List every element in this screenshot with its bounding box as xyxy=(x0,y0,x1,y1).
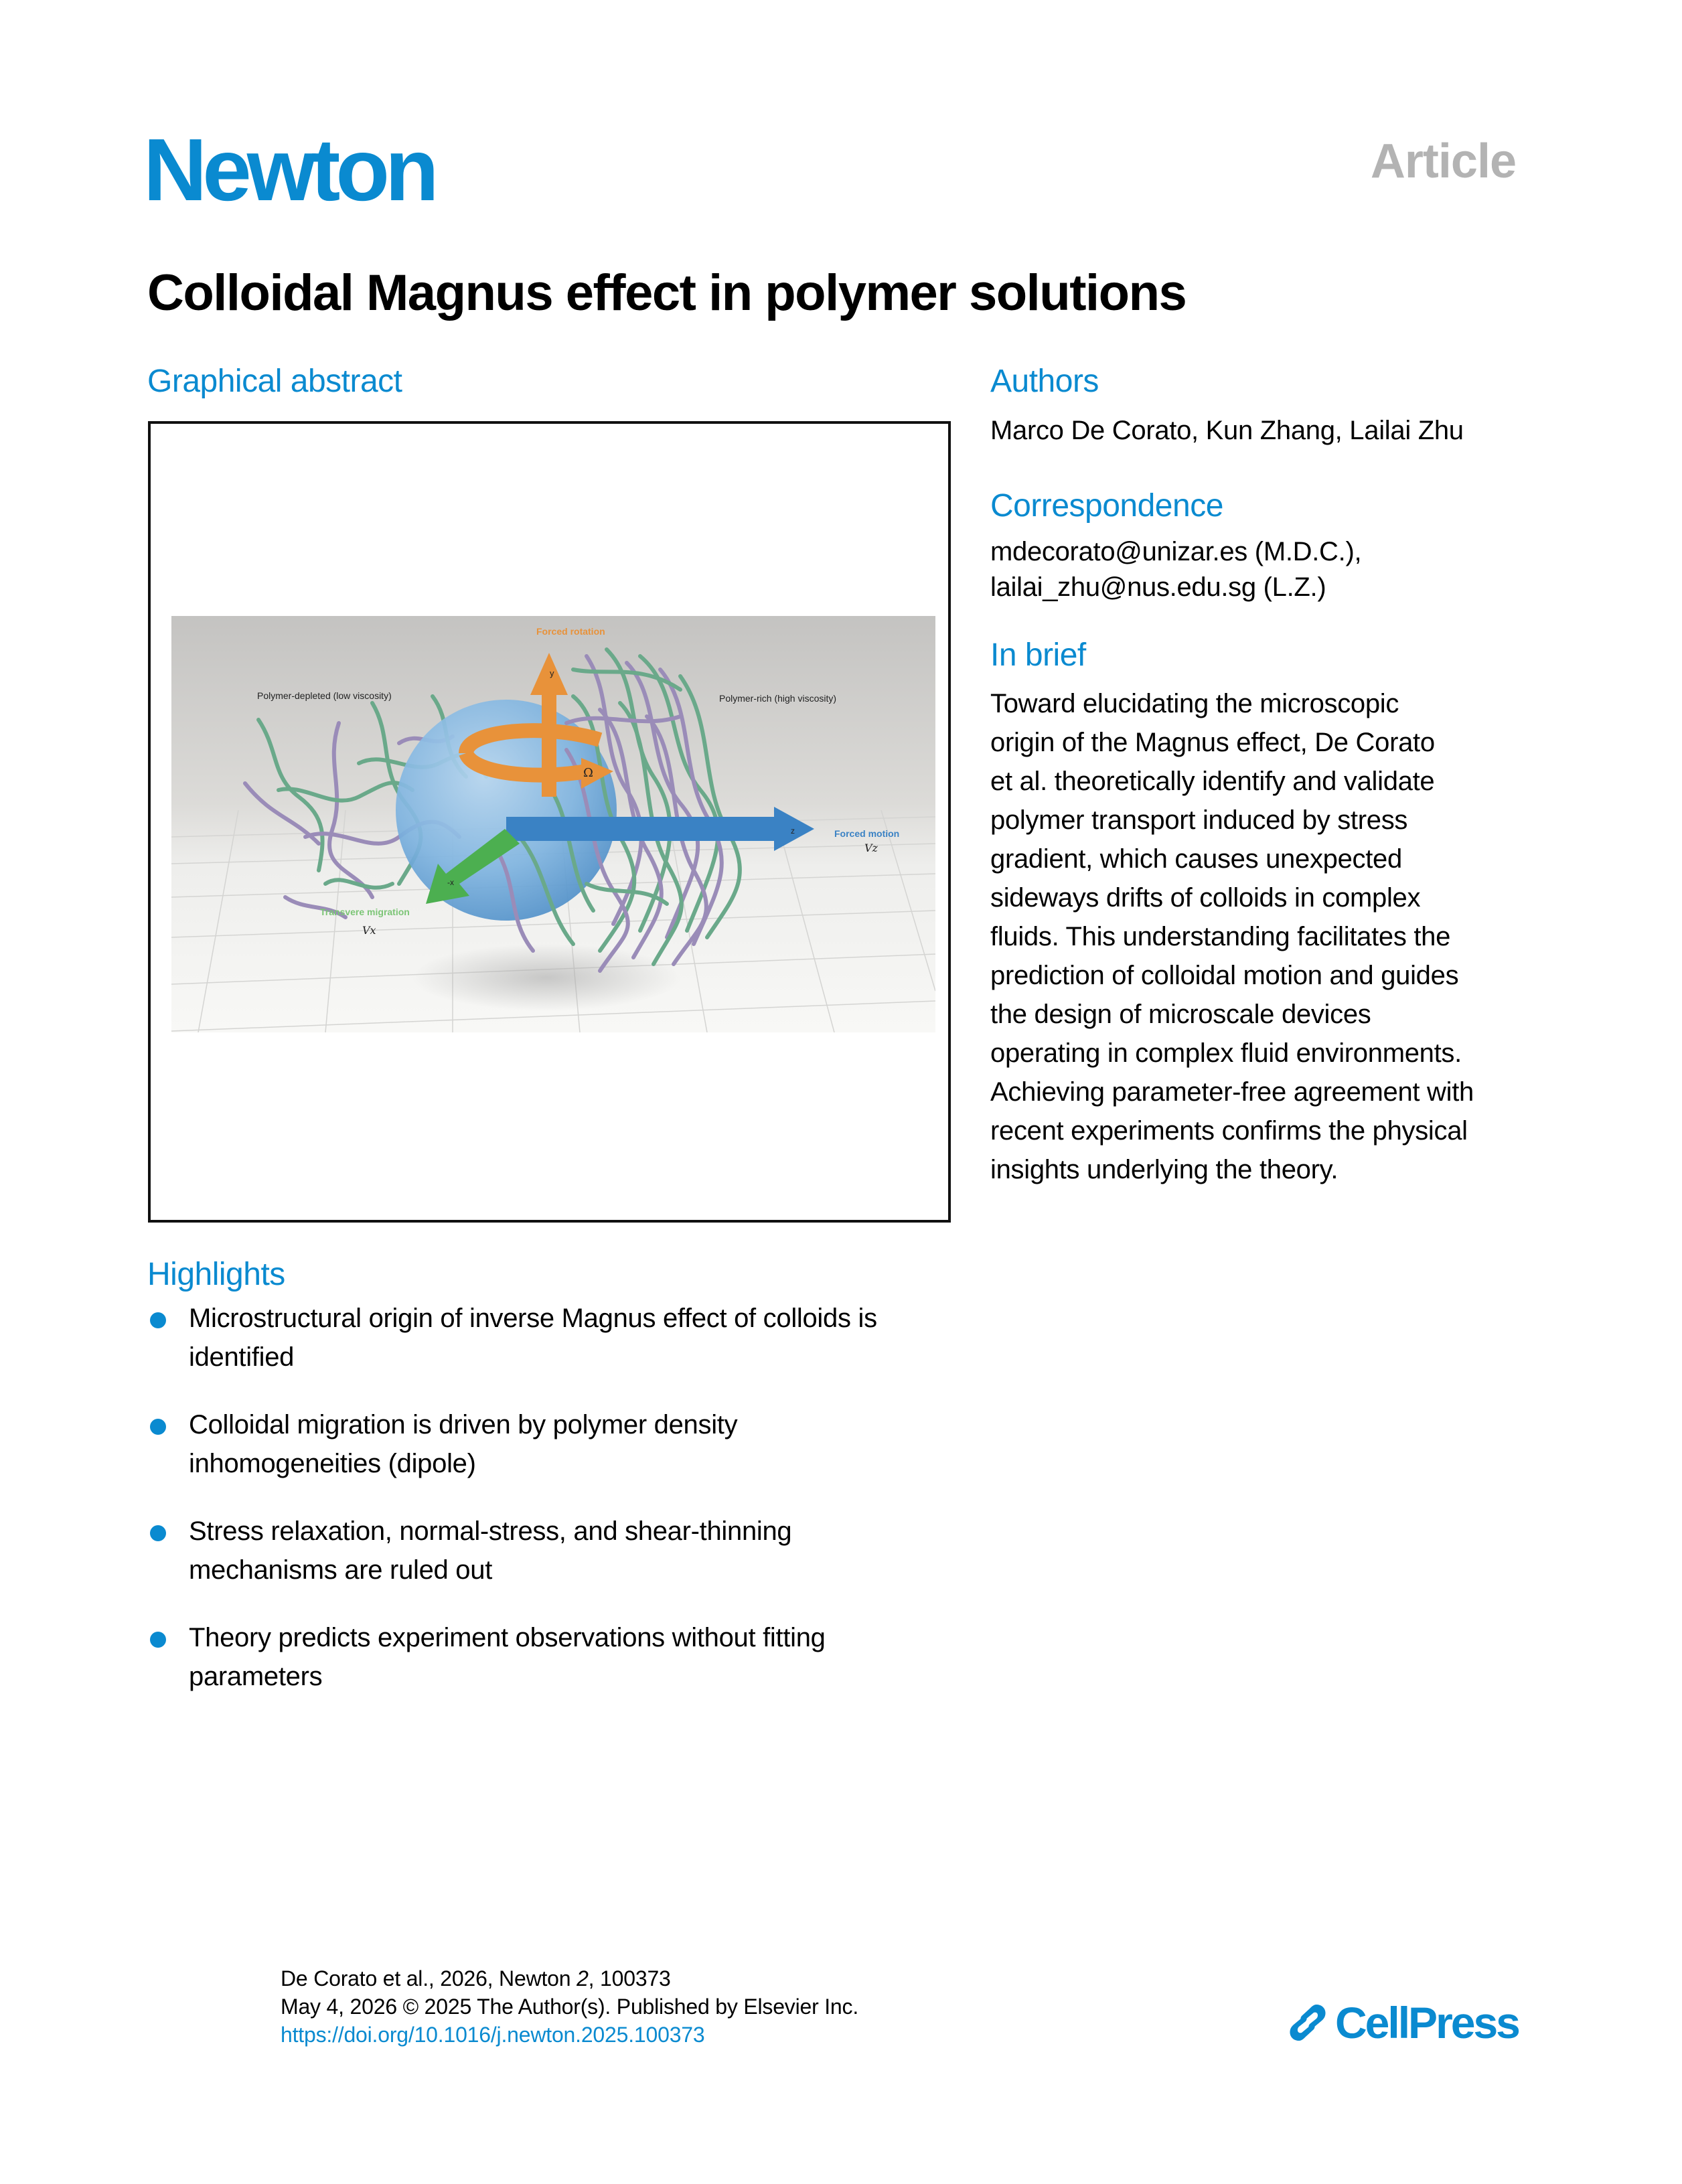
in-brief-line: insights underlying the theory. xyxy=(990,1155,1339,1184)
omega-label: Ω xyxy=(583,766,593,780)
highlights-heading: Highlights xyxy=(147,1257,285,1292)
in-brief-line: prediction of colloidal motion and guides xyxy=(990,961,1459,990)
bullet-icon xyxy=(150,1525,166,1541)
in-brief-line: operating in complex fluid environments. xyxy=(990,1038,1462,1068)
in-brief-line: Toward elucidating the microscopic xyxy=(990,689,1399,718)
forced-motion-label: Forced motion xyxy=(834,828,900,839)
in-brief-text xyxy=(990,684,1546,1189)
in-brief-line: Achieving parameter-free agreement with xyxy=(990,1077,1474,1107)
highlight-text: inhomogeneities (dipole) xyxy=(189,1449,476,1478)
highlight-item xyxy=(147,1405,978,1483)
transverse-migration-symbol: Vx xyxy=(362,924,376,937)
forced-rotation-label: Forced rotation xyxy=(536,626,605,637)
copyright-line: May 4, 2026 © 2025 The Author(s). Published by Elsevier Inc. xyxy=(281,1995,859,2019)
highlight-item xyxy=(147,1299,978,1377)
highlight-text: mechanisms are ruled out xyxy=(189,1555,493,1585)
graphical-abstract-frame xyxy=(148,421,951,1223)
highlight-text: Microstructural origin of inverse Magnus effect of colloids is xyxy=(189,1304,877,1333)
axis-z-label: z xyxy=(791,826,795,836)
highlight-item xyxy=(147,1618,978,1696)
highlight-text: identified xyxy=(189,1342,295,1372)
graphical-abstract-figure xyxy=(171,616,935,1032)
cellpress-mark-icon xyxy=(1287,2002,1328,2043)
polymer-rich-label: Polymer-rich (high viscosity) xyxy=(719,693,837,704)
in-brief-line: gradient, which causes unexpected xyxy=(990,844,1402,874)
highlight-text: Theory predicts experiment observations without fitting xyxy=(189,1623,826,1652)
in-brief-heading: In brief xyxy=(990,637,1086,673)
in-brief-line: et al. theoretically identify and validate xyxy=(990,767,1435,796)
article-title: Colloidal Magnus effect in polymer solutions xyxy=(147,264,1187,321)
axis-y-label: y xyxy=(550,668,554,678)
correspondence-heading: Correspondence xyxy=(990,488,1223,524)
bullet-icon xyxy=(150,1312,166,1328)
in-brief-line: polymer transport induced by stress xyxy=(990,805,1408,835)
citation-prefix: De Corato et al., 2026, Newton xyxy=(281,1966,577,1991)
correspondence-email-2[interactable]: lailai_zhu@nus.edu.sg (L.Z.) xyxy=(990,572,1326,602)
correspondence-email-1[interactable]: mdecorato@unizar.es (M.D.C.), xyxy=(990,537,1362,566)
in-brief-line: origin of the Magnus effect, De Corato xyxy=(990,728,1435,757)
cellpress-wordmark: CellPress xyxy=(1335,1998,1519,2047)
doi-link[interactable]: https://doi.org/10.1016/j.newton.2025.100373 xyxy=(281,2023,705,2047)
highlight-text: parameters xyxy=(189,1662,323,1691)
highlight-text: Stress relaxation, normal-stress, and shear-thinning xyxy=(189,1516,792,1546)
transverse-migration-label: Transvere migration xyxy=(320,907,410,917)
in-brief-line: recent experiments confirms the physical xyxy=(990,1116,1468,1146)
graphical-abstract-heading: Graphical abstract xyxy=(147,364,402,399)
journal-logo: Newton xyxy=(143,121,435,219)
authors-heading: Authors xyxy=(990,364,1099,399)
citation-line xyxy=(281,1964,858,1993)
citation-volume: 2 xyxy=(577,1966,589,1991)
in-brief-line: the design of microscale devices xyxy=(990,1000,1371,1029)
axis-neg-x-label: -x xyxy=(447,878,454,887)
cellpress-logo xyxy=(1287,1998,1519,2047)
forced-motion-symbol: Vz xyxy=(864,842,878,854)
highlight-text: Colloidal migration is driven by polymer density xyxy=(189,1410,738,1439)
polymer-depleted-label: Polymer-depleted (low viscosity) xyxy=(257,690,392,701)
article-type-label: Article xyxy=(1370,135,1516,188)
highlights-list xyxy=(147,1299,978,1725)
in-brief-line: sideways drifts of colloids in complex xyxy=(990,883,1421,913)
citation-block xyxy=(281,1964,858,2049)
bullet-icon xyxy=(150,1632,166,1648)
highlight-item xyxy=(147,1512,978,1589)
author-names: Marco De Corato, Kun Zhang, Lailai Zhu xyxy=(990,416,1464,445)
bullet-icon xyxy=(150,1419,166,1435)
in-brief-line: fluids. This understanding facilitates the xyxy=(990,922,1451,951)
citation-suffix: , 100373 xyxy=(588,1966,671,1991)
